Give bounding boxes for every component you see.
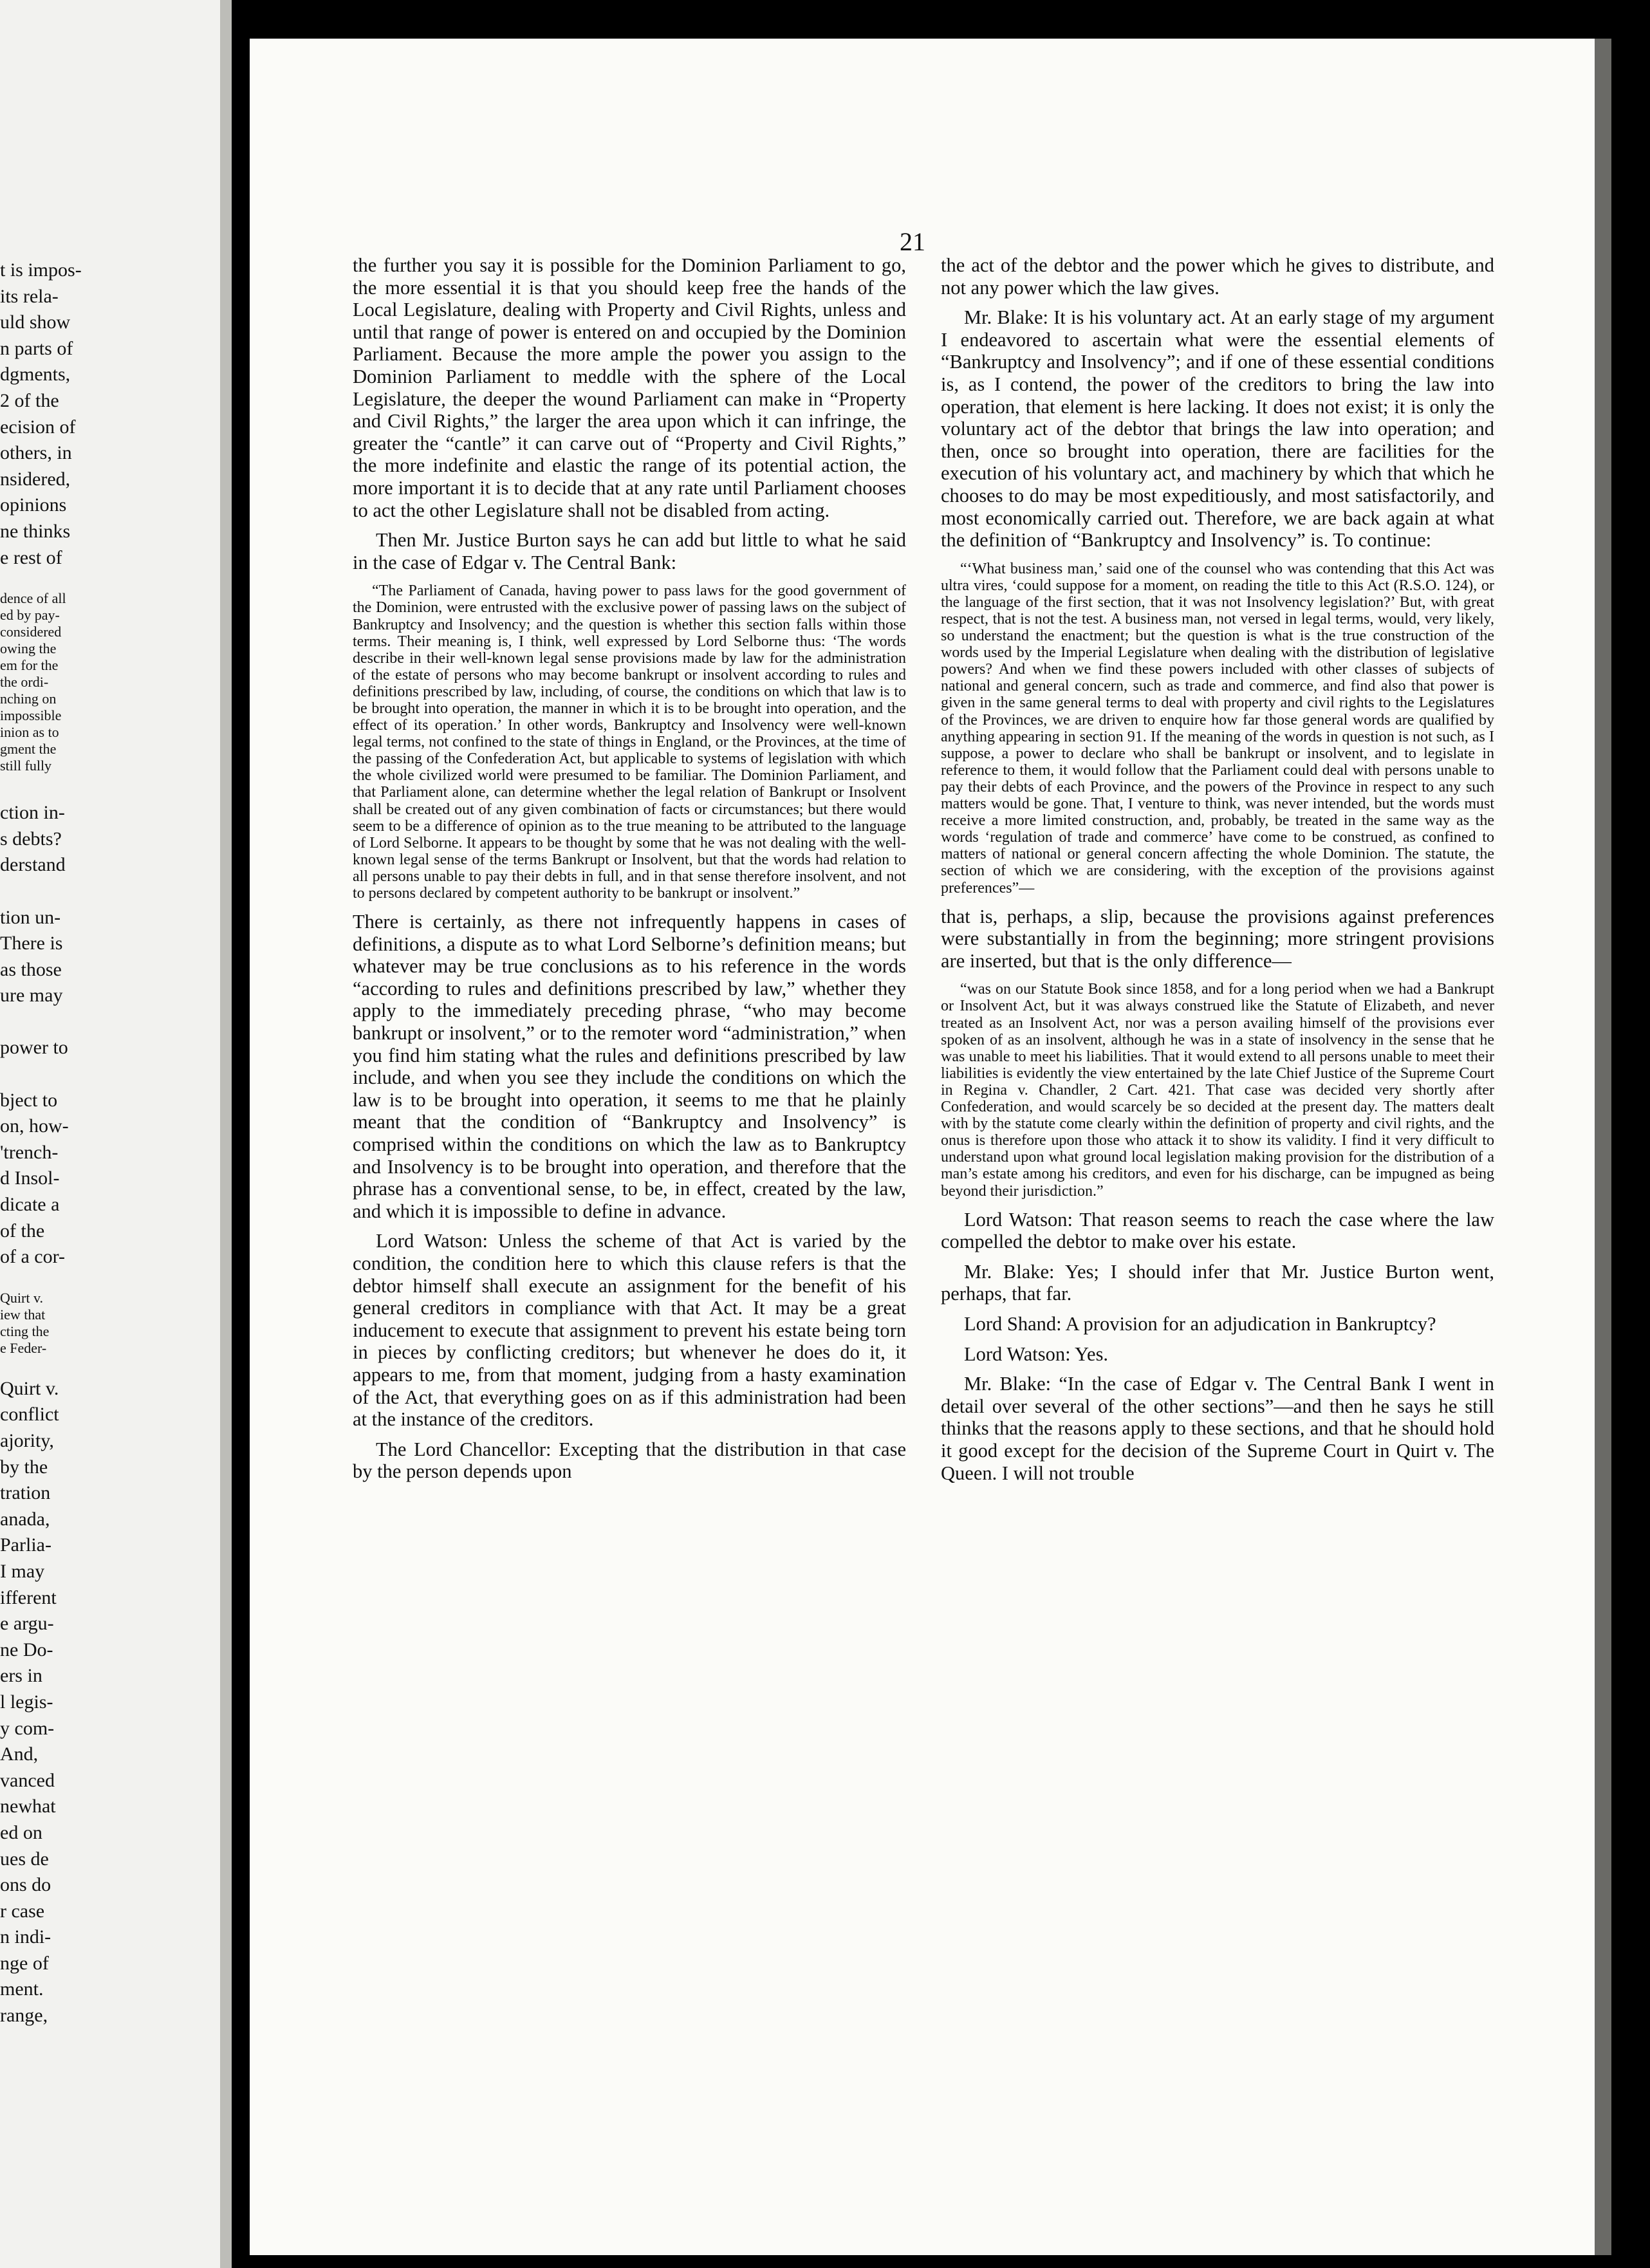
facing-page-line: ed by pay- [0, 607, 60, 624]
facing-page-line: ons do [0, 1874, 51, 1896]
facing-page-line: power to [0, 1037, 68, 1059]
facing-page-line: bject to [0, 1089, 58, 1111]
facing-page-line: as those [0, 958, 62, 980]
facing-page-line: ure may [0, 985, 63, 1007]
facing-page-line [0, 1009, 97, 1036]
facing-page-line: l legis- [0, 1691, 53, 1713]
facing-page-line: dgments, [0, 364, 71, 386]
facing-page-line: e Feder- [0, 1339, 47, 1356]
facing-page-line: impossible [0, 707, 62, 724]
facing-page-line: newhat [0, 1796, 56, 1817]
facing-page-line: Quirt v. [0, 1289, 44, 1306]
facing-page-line: anada, [0, 1508, 50, 1530]
facing-page-line: ment. [0, 1978, 44, 2000]
paragraph: that is, perhaps, a slip, because the provisions against preferences were substantially in from the beginning; more stringent provisions are inserted, but that is the only difference— [941, 905, 1494, 972]
facing-page-line: ecision of [0, 416, 76, 438]
facing-page-line: nching on [0, 691, 57, 707]
facing-page-line: em for the [0, 657, 59, 674]
facing-page-line: tion un- [0, 906, 61, 928]
facing-page-line: derstand [0, 854, 66, 876]
facing-page-line: ifferent [0, 1586, 57, 1608]
facing-page-fragment [0, 0, 232, 2268]
facing-page-line: And, [0, 1743, 39, 1765]
facing-page-line: by the [0, 1456, 48, 1478]
facing-page-line: nge of [0, 1952, 49, 1974]
facing-page-line: s debts? [0, 828, 62, 850]
facing-page-line: There is [0, 933, 63, 954]
facing-page-line: vanced [0, 1769, 55, 1791]
facing-page-line: r case [0, 1900, 45, 1922]
paragraph: Lord Shand: A provision for an adjudication in Bankruptcy? [964, 1312, 1436, 1335]
paragraph: Mr. Blake: Yes; I should infer that Mr. Justice Burton went, perhaps, that far. [941, 1260, 1494, 1305]
paragraph: the further you say it is possible for the Dominion Parliament to go, the more essential it is that you should keep free the hands of the Local Legislature, dealing with Property and Civil Rights, unless and until that range of power is entered on and occupied by the Dominion Parliament. Because the more ample the power you assign to the Dominion Parliament to meddle with the sphere of the Local Legislature, the deeper the wound Parliament can make in “Property and Civil Rights,” the larger the area upon which it can infringe, the greater the “cantle” it can carve out of “Property and Civil Rights,” the more indefinite and elastic the range of its potential action, the more important it is to decide that at any rate until Parliament chooses to act the other Legislature shall not be disabled from acting. [353, 254, 906, 521]
facing-page-line [0, 878, 97, 905]
page-edge [1595, 39, 1611, 2255]
facing-page-line: conflict [0, 1404, 59, 1426]
facing-page-line: ne Do- [0, 1639, 53, 1660]
block-quote: “The Parliament of Canada, having power to pass laws for the good government of the Dominion, were entrusted with the exclusive power of passing laws on the subject of Bankruptcy and Insolvency; and the question is whether this section falls within those terms. Their meaning is, I think, well expressed by Lord Selborne thus: ‘The words describe in their well-known legal sense provisions made by law for the administration of the estate of persons who may become bankrupt or insolvent according to rules and definitions prescribed by law, including, of course, the conditions on which that law is to be brought into operation, the manner in which it is to be brought into operation, and the effect of its operation.’ In other words, Bankruptcy and Insolvency were well-known legal terms, not confined to the state of things in England, or the Provinces, at the time of the passing of the Confederation Act, but applicable to systems of legislation with which the whole civilized world were presumed to be familiar. The Dominion Parliament, and that Parliament alone, can determine whether the legal relation of Bankrupt or Insolvent shall be created out of any given combination of facts or circumstances; but there would seem to be a difference of opinion as to the true meaning to be attributed to the language of Lord Selborne. It appears to be thought by some that he was not dealing with the well-known legal sense of the terms Bankrupt or Insolvent, but that the words had relation to all persons unable to pay their debts in full, and in that sense therefore insolvent, and not to persons declared by competent authority to be bankrupt or insolvent.” [353, 582, 906, 902]
facing-page-line: ne thinks [0, 520, 71, 542]
text-column-left [353, 254, 906, 1483]
facing-page-line: opinions [0, 494, 67, 516]
paragraph: There is certainly, as there not infrequently happens in cases of definitions, a dispute as to what Lord Selborne’s definition means; but whatever may be true conclusions as to his reference in the words “according to rules and definitions prescribed by law,” whether they apply to the immediately preceding phrase, “who may become bankrupt or insolvent,” or to the remoter word “administration,” when you find him stating what the rules and definitions prescribed by law include, and when you see they include the conditions on which the law is to be brought into operation, it seems to me that he plainly meant that the condition of “Bankruptcy and Insolvency” is comprised within the conditions on which the law as to Bankruptcy and Insolvency is to be brought into operation, and therefore that the phrase has a conventional sense, to be, in effect, created by the law, and which it is impossible to define in advance. [353, 911, 906, 1222]
facing-page-line: Quirt v. [0, 1377, 59, 1399]
page-gutter [220, 0, 232, 2268]
facing-page-text [0, 257, 97, 2029]
facing-page-line: e rest of [0, 546, 62, 568]
facing-page-line: still fully [0, 758, 52, 774]
facing-page-line: tration [0, 1482, 51, 1504]
paragraph: Lord Watson: Unless the scheme of that Act is varied by the condition, the condition here to which this clause refers is that the debtor himself shall execute an assignment for the benefit of his general creditors in compliance with that Act. It may be a great inducement to execute that assignment to prevent his estate being torn in pieces by conflicting creditors; but whenever he does do it, it appears to me, from that moment, judging from a hasty examination of the Act, that everything goes on as if this administration had been at the instance of the creditors. [353, 1230, 906, 1431]
paragraph: Mr. Blake: It is his voluntary act. At an early stage of my argument I endeavored to ascertain what were the essential elements of “Bankruptcy and Insolvency”; and if one of these essential conditions is, as I contend, the power of the creditors to bring the law into operation, that element is here lacking. It does not exist; it is only the voluntary act of the debtor that brings the law into operation; and then, once so brought into operation, there are facilities for the execution of his voluntary act, and machinery by which that which he chooses to do may be most expeditiously, and most satisfactorily, and most economically carried out. Therefore, we are back again at what the definition of “Bankruptcy and Insolvency” is. To continue: [941, 306, 1494, 552]
facing-page-line: 2 of the [0, 389, 59, 411]
facing-page-line: 'trench- [0, 1141, 59, 1163]
facing-page-line: owing the [0, 640, 57, 657]
facing-page-line: e argu- [0, 1613, 54, 1635]
facing-page-line: of a cor- [0, 1246, 66, 1268]
facing-page-line: gment the [0, 741, 57, 758]
paragraph: Mr. Blake: “In the case of Edgar v. The Central Bank I went in detail over several of the other sections”—and then he says he still thinks that the reasons apply to these sections, and that he should hold it good except for the decision of the Supreme Court in Quirt v. The Queen. I will not trouble [941, 1373, 1494, 1484]
facing-page-line: ction in- [0, 802, 65, 824]
facing-page-line: dence of all [0, 590, 66, 607]
facing-page-line: dicate a [0, 1194, 60, 1216]
facing-page-line: considered [0, 624, 62, 640]
facing-page-line: ues de [0, 1848, 49, 1870]
facing-page-line: others, in [0, 442, 72, 464]
facing-page-line: of the [0, 1220, 45, 1241]
facing-page-line: iew that [0, 1306, 46, 1323]
text-column-right [941, 254, 1494, 1484]
facing-page-line: ers in [0, 1665, 42, 1687]
block-quote: “‘What business man,’ said one of the counsel who was contending that this Act was ultra vires, ‘could suppose for a moment, on reading the title to this Act (R.S.O. 124), or the language of the first section, that it was not Insolvency legislation?’ But, with great respect, that is not the test. A business man, not versed in legal terms, would, very likely, so understand the enactment; but the question is what is the true construction of the words used by the Imperial Legislature when dealing with the distribution of legislative powers? And when we find these powers included with other classes of subjects of national and general concern, such as trade and commerce, and find also that power is given in the same general terms to deal with property and civil rights to the Legislatures of the Provinces, we are driven to enquire how far those general words are qualified by anything appearing in section 91. If the meaning of the words in question is not such, as I suppose, a power to declare who shall be bankrupt or insolvent, and to legislate in reference to them, it would follow that the Parliament could deal with persons unable to pay their debts of each Province, and the powers of the Province in respect to any such matters would be gone. That, I venture to think, was never intended, but the words must receive a more limited construction, and, probably, be treated in the same way as the words ‘regulation of trade and commerce’ have come to be construed, as confined to matters of national or general concern affecting the whole Dominion. The statute, the section of which we are considering, with the exception of the provisions against preferences”— [941, 560, 1494, 897]
facing-page-line: d Insol- [0, 1167, 60, 1189]
paragraph: The Lord Chancellor: Excepting that the distribution in that case by the person depends upon [353, 1438, 906, 1483]
paragraph: Lord Watson: Yes. [964, 1343, 1109, 1365]
paragraph: the act of the debtor and the power which he gives to distribute, and not any power which the law gives. [941, 254, 1494, 299]
facing-page-line: ed on [0, 1821, 42, 1843]
facing-page-line: on, how- [0, 1115, 69, 1137]
facing-page-line: n indi- [0, 1926, 51, 1948]
facing-page-line: nsidered, [0, 468, 71, 490]
facing-page-line: t is impos- [0, 259, 82, 281]
facing-page-line: its rela- [0, 285, 59, 307]
block-quote: “was on our Statute Book since 1858, and for a long period when we had a Bankrupt or Insolvent Act, but it was always construed like the Statute of Elizabeth, and never treated as an Insolvent Act, nor was a person availing himself of the provisions ever spoken of as an insolvent, although he was in a state of insolvency in the sense that he was unable to meet his liabilities. That it would extend to all persons unable to meet their liabilities is evidently the view entertained by the late Chief Justice of the Supreme Court in Regina v. Chandler, 2 Cart. 421. That case was decided very shortly after Confederation, and would scarcely be so decided at the present day. The matters dealt with by the statute come clearly within the definition of property and civil rights, and the onus is therefore upon those who attack it to show its validity. I find it very difficult to understand upon what ground local legislation making provision for the distribution of a man’s estate among his creditors, and even for his discharge, can be impugned as being beyond their jurisdiction.” [941, 981, 1494, 1200]
facing-page-line: cting the [0, 1323, 50, 1339]
paragraph: Then Mr. Justice Burton says he can add but little to what he said in the case of Edgar v. The Central Bank: [353, 529, 906, 573]
facing-page-line: I may [0, 1560, 45, 1582]
facing-page-line: uld show [0, 311, 71, 333]
facing-page-line: the ordi- [0, 674, 49, 691]
facing-page-line: inion as to [0, 724, 59, 741]
facing-page-line [0, 1061, 97, 1088]
facing-page-line: n parts of [0, 337, 73, 359]
facing-page-line: y com- [0, 1717, 55, 1739]
facing-page-line: ajority, [0, 1430, 54, 1451]
page-number: 21 [900, 227, 925, 256]
facing-page-line: range, [0, 2005, 48, 2027]
paragraph: Lord Watson: That reason seems to reach the case where the law compelled the debtor to make over his estate. [941, 1208, 1494, 1253]
facing-page-line: Parlia- [0, 1534, 51, 1556]
